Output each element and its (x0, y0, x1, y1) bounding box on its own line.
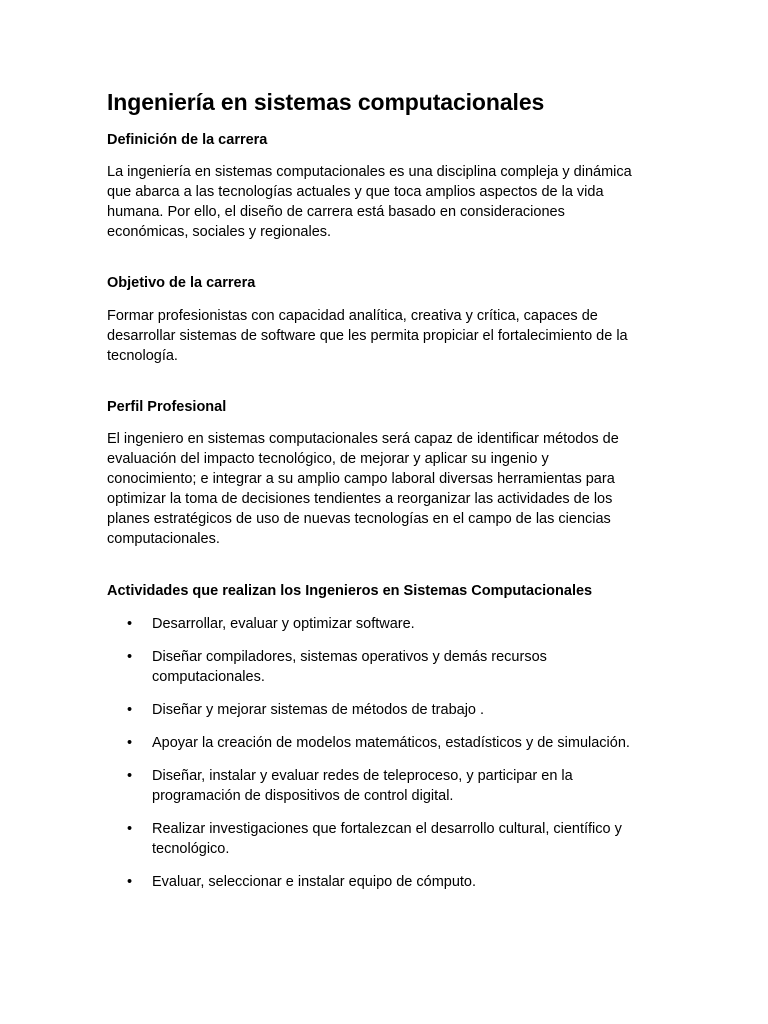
text-line: Diseñar, instalar y evaluar redes de teleproceso, y participar en la (152, 768, 573, 784)
text-line: Diseñar compiladores, sistemas operativos y demás recursos (152, 649, 547, 665)
bullet-icon: • (127, 702, 133, 718)
list-item (107, 872, 667, 892)
text-line: programación de dispositivos de control digital. (152, 788, 454, 804)
section-heading-actividades: Actividades que realizan los Ingenieros en Sistemas Computacionales (107, 583, 593, 599)
text-line: evaluación del impacto tecnológico, de mejorar y aplicar su ingenio y (107, 451, 549, 467)
text-line: computacionales. (107, 531, 220, 547)
bullet-icon: • (127, 735, 133, 751)
section-heading-definicion: Definición de la carrera (107, 132, 268, 148)
paragraph-definicion (107, 162, 667, 242)
document-page (107, 86, 667, 905)
text-line: El ingeniero en sistemas computacionales será capaz de identificar métodos de (107, 431, 619, 447)
text-line: que abarca a las tecnologías actuales y que toca amplios aspectos de la vida (107, 184, 604, 200)
text-line: Apoyar la creación de modelos matemáticos, estadísticos y de simulación. (152, 735, 630, 751)
list-item (107, 614, 667, 634)
text-line: Desarrollar, evaluar y optimizar software. (152, 616, 415, 632)
paragraph-objetivo (107, 306, 667, 366)
section-heading-perfil: Perfil Profesional (107, 399, 227, 415)
text-line: La ingeniería en sistemas computacionales es una disciplina compleja y dinámica (107, 164, 632, 180)
paragraph-perfil (107, 429, 667, 549)
section-heading-objetivo: Objetivo de la carrera (107, 275, 256, 291)
list-item (107, 647, 667, 687)
bullet-icon: • (127, 768, 133, 784)
text-line: optimizar la toma de decisiones tendientes a reorganizar las actividades de los (107, 491, 613, 507)
list-item (107, 766, 667, 806)
text-line: Diseñar y mejorar sistemas de métodos de trabajo . (152, 702, 485, 718)
bullet-icon: • (127, 616, 133, 632)
text-line: planes estratégicos de uso de nuevas tecnologías en el campo de las ciencias (107, 511, 611, 527)
text-line: Evaluar, seleccionar e instalar equipo de cómputo. (152, 874, 477, 890)
list-item (107, 700, 667, 720)
text-line: desarrollar sistemas de software que les permita propiciar el fortalecimiento de la (107, 328, 628, 344)
text-line: computacionales. (152, 669, 265, 685)
list-item (107, 819, 667, 859)
bullet-icon: • (127, 821, 133, 837)
text-line: humana. Por ello, el diseño de carrera está basado en consideraciones (107, 204, 565, 220)
list-item (107, 733, 667, 753)
bullet-icon: • (127, 874, 133, 890)
bullet-icon: • (127, 649, 133, 665)
text-line: Formar profesionistas con capacidad analítica, creativa y crítica, capaces de (107, 308, 598, 324)
text-line: conocimiento; e integrar a su amplio campo laboral diversas herramientas para (107, 471, 615, 487)
activities-list (107, 614, 667, 892)
text-line: económicas, sociales y regionales. (107, 224, 332, 240)
text-line: tecnología. (107, 348, 178, 364)
text-line: tecnológico. (152, 841, 230, 857)
page-title: Ingeniería en sistemas computacionales (107, 89, 545, 115)
text-line: Realizar investigaciones que fortalezcan el desarrollo cultural, científico y (152, 821, 622, 837)
